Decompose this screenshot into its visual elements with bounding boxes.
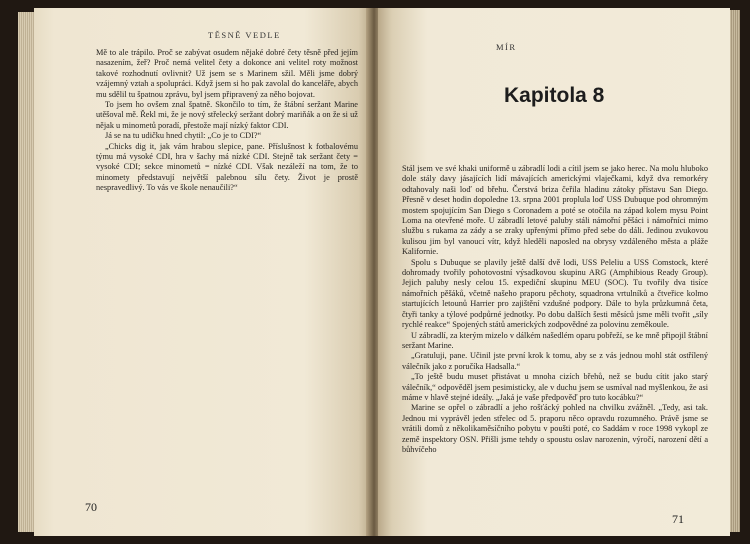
right-paragraph: U zábradlí, za kterým mizelo v dálkém našedlém oparu pobřeží, se ke mně připojil štábní seržant Marine. [402, 330, 708, 350]
left-running-head: TĚSNĚ VEDLE [208, 30, 281, 40]
left-page-number: 70 [85, 500, 97, 514]
left-paragraph: Já se na tu udičku hned chytil: „Co je to CDI?“ [105, 131, 262, 141]
right-page-number: 71 [672, 512, 684, 526]
left-page [34, 8, 372, 536]
right-paragraph: Stál jsem ve své khaki uniformě u zábradlí lodi a cítil jsem se jako herec. Na molu hluboko dole stály davy jásajících lidí mávajících americkými vlaječkami, když dva remorkéry odtahovaly naši loď od břehu. Čerstvá briza čeřila hladinu zátoky přístavu San Diego. Přesně v deset hodin dopoledne 13. srpna 2001 proplula loď USS Dubuque pod ohromným mostem spojujícím San Diego s Coronadem a poté se otočila na západ kolem mysu Point Loma na otevřené moře. U zábradlí letové paluby stáli námořní pěšáci i námořníci mimo službu s rukama za zády a se zraky upřenými přímo před sebe do dáli. Jedinou zvukovou kulisou jim byl vanoucí vítr, když hleděli naposled na obrysy vzdáleného města a pláže Kalifornie. [402, 164, 708, 257]
left-paragraph: „Chicks dig it, jak vám hrabou slepice, pane. Příslušnost k fotbalovému týmu má vysoké CDI, hra v šachy má nízké CDI. Stejně tak seržant čety = vysoké CDI; sekce minometů = nízké CDI. Však nezáleží na tom, že to minomety představují největší palebnou sílu čety. Život je prostě nespravedlivý. To vás ve škole nenaučili?“ [96, 141, 358, 193]
right-paragraph: Spolu s Dubuque se plavily ještě další dvě lodi, USS Peleliu a USS Comstock, které dohromady tvořily pohotovostní výsadkovou skupinu ARG (Amphibious Ready Group). Jejich paluby nesly celou 15. expediční skupinu MEU (SOC). Tu tvořily dva tisíce námořních pěšáků, včetně našeho praporu pěchoty, squadrona vrtulníků a čtveřice kolmo startujících letounů Harrier pro zajištění vzdušné podpory. Dále to byla průzkumná četa, čtyři tanky a týlové podpůrné jednotky. Po dobu dalších šesti měsíců jsme měli tvořit „síly rychlé reakce“ Spojených států amerických zodpovědné za polovinu zeměkoule. [402, 257, 708, 330]
left-paragraph: Mě to ale trápilo. Proč se zabývat osudem nějaké dobré čety těsně před jejím nasazením, žeř? Proč nemá velitel čety a dokonce ani velitel roty možnost takové rozhodnutí ovlivnit? Už jsem se s Marinem sžil. Měli jsme dobrý vzájemný vztah a spolupráci. Když jsem si ho pak zavolal do kanceláře, abych mu sdělil tu špatnou zprávu, byl jsem připravený za něho bojovat. [96, 48, 358, 99]
right-running-head: MÍR [496, 42, 517, 52]
left-paragraph: To jsem ho ovšem znal špatně. Skončilo to tím, že štábní seržant Marine utěšoval mě. Řekl mi, že je nový střelecký seržant dobrý mariňák a on že si už nějak u minometů poradí, přestože mají nízký faktor CDI. [96, 100, 358, 130]
left-page-text [96, 48, 358, 194]
chapter-title: Kapitola 8 [504, 84, 605, 107]
right-paragraph: „To ještě budu muset přistávat u mnoha cizích břehů, než se budu cítit jako starý válečník,“ odpověděl jsem pesimisticky, ale v duchu jsem se usmíval nad myšlenkou, že asi máme v hlavě stejné ideály. „Jaká je vaše předpověď pro tuto kocábku?“ [402, 372, 708, 402]
right-page [378, 8, 730, 536]
right-paragraph: „Gratuluji, pane. Učinil jste první krok k tomu, aby se z vás jednou mohl stát ostřílený válečník jako z poručíka Hadsalla.“ [402, 351, 708, 371]
right-paragraph: Marine se opřel o zábradlí a jeho rošťácký pohled na chvilku zvážněl. „Tedy, asi tak. Jednou mi vyprávěl jeden střelec od 5. praporu něco opravdu rozumného. Právě jsme se vrátili domů z několikaměsíčního pobytu v poušti poté, co Saddám v roce 1998 vykopl ze země inspektory OSN. Přišli jsme tehdy o spoustu oslav narozenin, výročí, narození dětí a bůhvíčeho [402, 403, 708, 454]
right-page-edges [730, 10, 740, 532]
right-page-text [402, 164, 708, 455]
